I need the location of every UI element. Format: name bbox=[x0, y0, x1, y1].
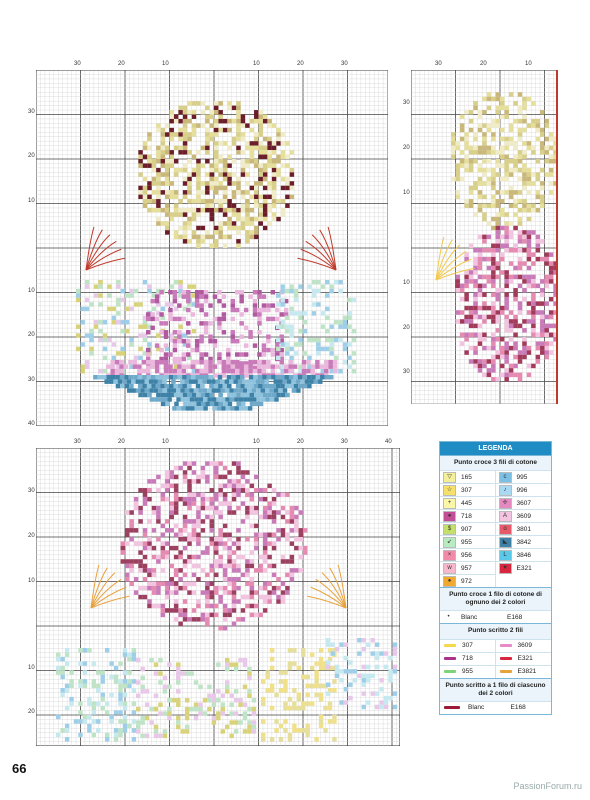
legend-line-swatch bbox=[444, 670, 456, 673]
legend-swatch: o bbox=[499, 524, 512, 535]
legend-title: LEGENDA bbox=[440, 442, 551, 455]
legend-item bbox=[440, 483, 496, 496]
legend-section-back2: Punto scritto 2 fili bbox=[440, 623, 551, 638]
chart2-left-num: 20 bbox=[403, 325, 410, 331]
legend-item bbox=[496, 522, 552, 535]
legend-swatch: × bbox=[443, 550, 456, 561]
chart1-left-num: 10 bbox=[28, 288, 35, 294]
chart3-left-num: 20 bbox=[28, 709, 35, 715]
chart3-top-num: 30 bbox=[341, 439, 348, 445]
legend-code: 165 bbox=[461, 473, 472, 481]
legend-swatch: $ bbox=[443, 524, 456, 535]
legend-swatch: w bbox=[443, 563, 456, 574]
legend-section-cross: Punto croce 3 fili di cotone bbox=[440, 455, 551, 470]
legend-code: 307 bbox=[462, 642, 473, 649]
legend-line-swatch bbox=[500, 657, 512, 660]
legend-code: Blanc bbox=[468, 704, 485, 712]
chart1-left-num: 20 bbox=[28, 332, 35, 338]
chart2-left-num: 30 bbox=[403, 100, 410, 106]
legend-line-swatch bbox=[500, 644, 512, 647]
legend-code: 907 bbox=[461, 525, 472, 533]
chart1-top-num: 30 bbox=[74, 61, 81, 67]
legend-cross-list bbox=[440, 470, 551, 587]
pattern-grid-1 bbox=[36, 70, 388, 426]
chart2-top-num: 20 bbox=[480, 61, 487, 67]
legend-swatch: ◣ bbox=[499, 537, 512, 548]
pattern-chart-2 bbox=[411, 70, 558, 404]
chart2-left-num: 20 bbox=[403, 145, 410, 151]
legend-swatch: ● bbox=[443, 511, 456, 522]
chart3-top-num: 10 bbox=[162, 439, 169, 445]
legend-code: Blanc bbox=[461, 613, 478, 621]
chart2-left-num: 10 bbox=[403, 280, 410, 286]
chart1-left-num: 30 bbox=[28, 377, 35, 383]
legend-item bbox=[440, 535, 496, 548]
chart3-top-num: 20 bbox=[297, 439, 304, 445]
legend-code: E168 bbox=[507, 613, 523, 621]
chart1-left-num: 20 bbox=[28, 153, 35, 159]
legend-item bbox=[440, 509, 496, 522]
chart3-top-num: 10 bbox=[253, 439, 260, 445]
legend-code: 718 bbox=[461, 512, 472, 520]
legend-item bbox=[496, 535, 552, 548]
legend-back-item bbox=[496, 639, 552, 652]
legend-swatch: A bbox=[499, 511, 512, 522]
chart1-left-num: 40 bbox=[28, 421, 35, 427]
page-number: 66 bbox=[12, 761, 27, 776]
legend-code: 996 bbox=[516, 486, 528, 494]
chart1-top-num: 20 bbox=[118, 61, 125, 67]
legend-swatch: ♥ bbox=[499, 563, 512, 574]
legend-code: 955 bbox=[461, 538, 472, 546]
legend-code: 307 bbox=[461, 486, 472, 494]
legend-code: E321 bbox=[517, 655, 533, 662]
legend-code: 957 bbox=[461, 564, 472, 572]
legend-swatch: ♪ bbox=[499, 485, 512, 496]
chart1-left-num: 30 bbox=[28, 109, 35, 115]
legend-code: 955 bbox=[462, 668, 473, 675]
legend-line-swatch bbox=[500, 670, 512, 673]
pattern-grid-2 bbox=[411, 70, 558, 404]
chart2-top-num: 10 bbox=[525, 61, 532, 67]
legend-item bbox=[440, 574, 496, 587]
chart3-left-num: 20 bbox=[28, 533, 35, 539]
legend-code: 972 bbox=[461, 577, 472, 585]
legend-swatch: ✢ bbox=[499, 498, 512, 509]
chart1-top-num: 10 bbox=[162, 61, 169, 67]
legend-code: E3821 bbox=[517, 668, 537, 675]
legend-panel bbox=[439, 441, 552, 715]
legend-swatch: L bbox=[499, 550, 512, 561]
legend-code: E168 bbox=[510, 704, 526, 712]
chart3-left-num: 10 bbox=[28, 578, 35, 584]
legend-item bbox=[440, 522, 496, 535]
legend-code: 995 bbox=[516, 473, 528, 481]
legend-item bbox=[440, 561, 496, 574]
legend-code: 3842 bbox=[516, 538, 531, 546]
legend-section-cross1: Punto croce 1 filo di cotone di ognuno dei 2 colori bbox=[440, 587, 551, 610]
legend-swatch: ☆ bbox=[443, 485, 456, 496]
legend-item bbox=[440, 470, 496, 483]
legend-back-item bbox=[496, 665, 552, 678]
legend-swatch: ↙ bbox=[443, 537, 456, 548]
legend-item bbox=[496, 561, 552, 574]
legend-item bbox=[496, 483, 552, 496]
legend-code: 3846 bbox=[516, 551, 531, 559]
legend-swatch: ▽ bbox=[443, 472, 456, 483]
chart3-top-num: 20 bbox=[118, 439, 125, 445]
legend-symbol: • bbox=[447, 613, 450, 620]
legend-code: E321 bbox=[516, 564, 532, 572]
pattern-chart-1 bbox=[36, 70, 388, 426]
chart2-left-num: 10 bbox=[403, 190, 410, 196]
legend-back1-row bbox=[440, 701, 551, 714]
chart3-left-num: 10 bbox=[28, 665, 35, 671]
legend-back2-list bbox=[440, 639, 551, 678]
legend-code: 445 bbox=[461, 499, 472, 507]
legend-back-item bbox=[440, 639, 496, 652]
legend-cross1-row bbox=[440, 610, 551, 623]
legend-code: 3609 bbox=[516, 512, 531, 520]
chart1-top-num: 30 bbox=[341, 61, 348, 67]
chart1-top-num: 20 bbox=[297, 61, 304, 67]
legend-item bbox=[440, 496, 496, 509]
chart3-top-num: 40 bbox=[385, 439, 392, 445]
chart2-left-num: 30 bbox=[403, 369, 410, 375]
legend-code: 3609 bbox=[517, 642, 532, 649]
legend-code: 3801 bbox=[516, 525, 531, 533]
legend-item bbox=[496, 470, 552, 483]
legend-line-swatch bbox=[444, 644, 456, 647]
legend-item bbox=[496, 496, 552, 509]
legend-code: 718 bbox=[462, 655, 473, 662]
chart1-left-num: 10 bbox=[28, 198, 35, 204]
legend-back-item bbox=[440, 665, 496, 678]
pattern-grid-3 bbox=[36, 448, 400, 746]
legend-code: 956 bbox=[461, 551, 472, 559]
legend-swatch: c bbox=[499, 472, 512, 483]
legend-line-swatch bbox=[444, 706, 460, 709]
legend-swatch: ● bbox=[443, 576, 456, 587]
pattern-chart-3 bbox=[36, 448, 400, 746]
legend-item bbox=[496, 509, 552, 522]
legend-item bbox=[440, 548, 496, 561]
legend-item bbox=[496, 548, 552, 561]
legend-line-swatch bbox=[444, 657, 456, 660]
legend-section-back1: Punto scritto a 1 filo di ciascuno dei 2 colori bbox=[440, 678, 551, 701]
legend-swatch: + bbox=[443, 498, 456, 509]
legend-code: 3607 bbox=[516, 499, 531, 507]
chart2-top-num: 30 bbox=[435, 61, 442, 67]
legend-back-item bbox=[496, 652, 552, 665]
legend-back-item bbox=[440, 652, 496, 665]
chart3-top-num: 30 bbox=[74, 439, 81, 445]
chart3-left-num: 30 bbox=[28, 488, 35, 494]
watermark: PassionForum.ru bbox=[513, 781, 582, 791]
chart1-top-num: 10 bbox=[253, 61, 260, 67]
